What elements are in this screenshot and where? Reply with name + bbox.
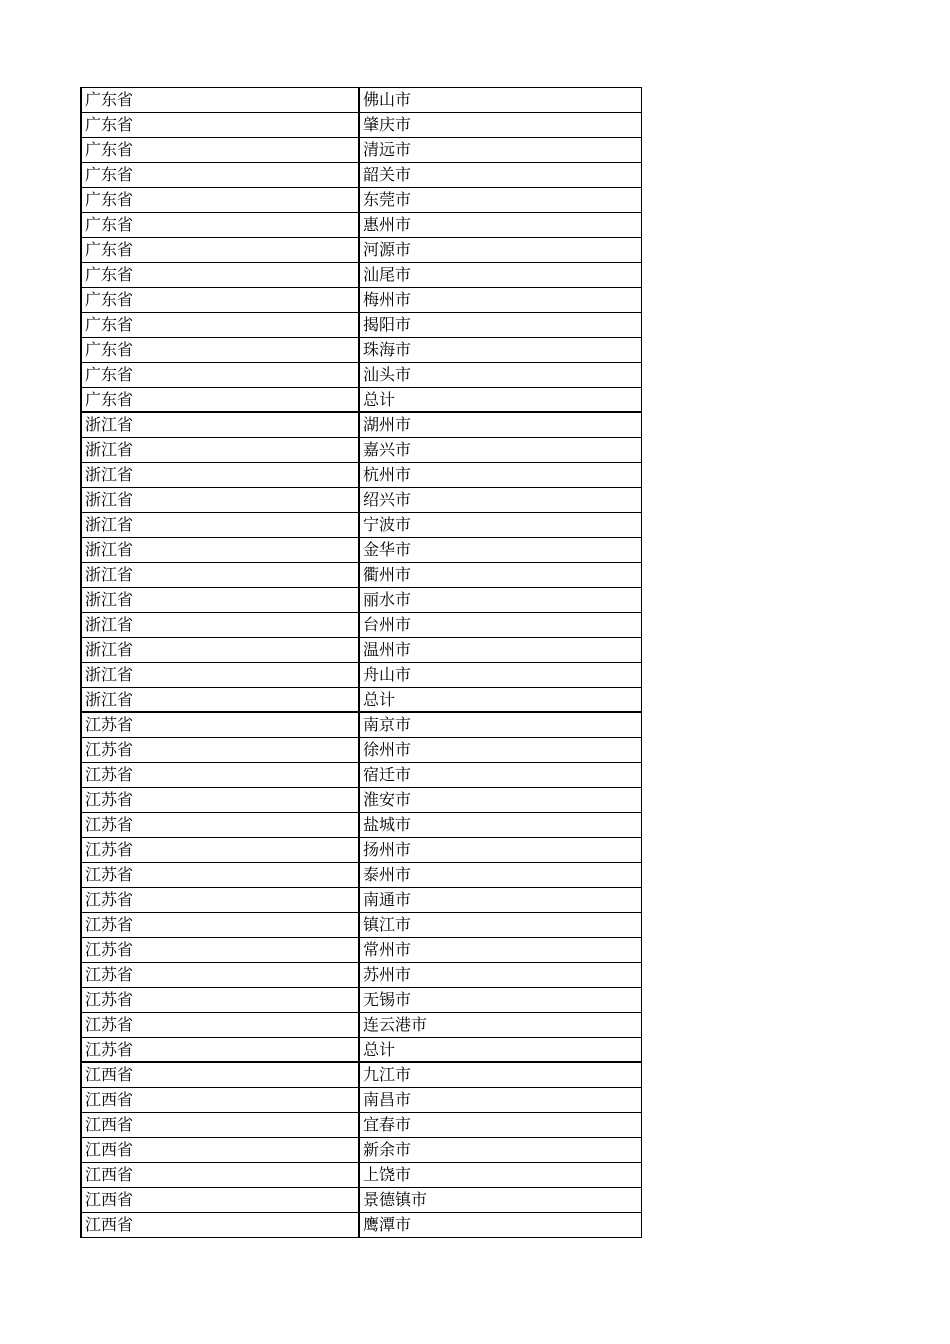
table-row — [82, 463, 641, 488]
province-cell: 广东省 — [82, 163, 359, 187]
city-cell: 新余市 — [359, 1138, 641, 1162]
total-cell: 总计 — [359, 388, 641, 411]
province-cell: 浙江省 — [82, 438, 359, 462]
city-cell: 绍兴市 — [359, 488, 641, 512]
city-cell: 宿迁市 — [359, 763, 641, 787]
province-cell: 江苏省 — [82, 863, 359, 887]
province-cell: 浙江省 — [82, 513, 359, 537]
city-cell: 连云港市 — [359, 1013, 641, 1037]
city-cell: 台州市 — [359, 613, 641, 637]
city-cell: 九江市 — [359, 1063, 641, 1087]
table-row — [82, 488, 641, 513]
table-row — [82, 513, 641, 538]
city-cell: 佛山市 — [359, 88, 641, 112]
province-cell: 江西省 — [82, 1163, 359, 1187]
table-row — [82, 1213, 641, 1238]
table-row — [82, 188, 641, 213]
table-row — [82, 388, 641, 413]
city-cell: 东莞市 — [359, 188, 641, 212]
province-cell: 江西省 — [82, 1188, 359, 1212]
province-cell: 江西省 — [82, 1138, 359, 1162]
province-cell: 广东省 — [82, 238, 359, 262]
province-cell: 浙江省 — [82, 613, 359, 637]
city-cell: 镇江市 — [359, 913, 641, 937]
province-cell: 江西省 — [82, 1113, 359, 1137]
province-cell: 广东省 — [82, 263, 359, 287]
table-row — [82, 963, 641, 988]
table-row — [82, 813, 641, 838]
table-row — [82, 713, 641, 738]
city-cell: 肇庆市 — [359, 113, 641, 137]
table-row — [82, 288, 641, 313]
province-cell: 浙江省 — [82, 538, 359, 562]
table-row — [82, 938, 641, 963]
city-cell: 金华市 — [359, 538, 641, 562]
city-cell: 梅州市 — [359, 288, 641, 312]
table-row — [82, 563, 641, 588]
province-cell: 江苏省 — [82, 1013, 359, 1037]
city-cell: 南昌市 — [359, 1088, 641, 1112]
city-cell: 衢州市 — [359, 563, 641, 587]
city-cell: 揭阳市 — [359, 313, 641, 337]
city-cell: 惠州市 — [359, 213, 641, 237]
table-row — [82, 788, 641, 813]
province-cell: 江苏省 — [82, 763, 359, 787]
province-city-table — [80, 87, 642, 1238]
province-cell: 广东省 — [82, 88, 359, 112]
province-cell: 江苏省 — [82, 963, 359, 987]
table-row — [82, 988, 641, 1013]
city-cell: 湖州市 — [359, 413, 641, 437]
city-cell: 南通市 — [359, 888, 641, 912]
city-cell: 河源市 — [359, 238, 641, 262]
province-cell: 广东省 — [82, 138, 359, 162]
province-cell: 江苏省 — [82, 913, 359, 937]
table-row — [82, 363, 641, 388]
city-cell: 苏州市 — [359, 963, 641, 987]
table-row — [82, 588, 641, 613]
province-cell: 江苏省 — [82, 813, 359, 837]
city-cell: 无锡市 — [359, 988, 641, 1012]
city-cell: 韶关市 — [359, 163, 641, 187]
table-row — [82, 663, 641, 688]
province-cell: 浙江省 — [82, 638, 359, 662]
province-cell: 浙江省 — [82, 563, 359, 587]
table-row — [82, 613, 641, 638]
province-cell: 浙江省 — [82, 688, 359, 711]
table-row — [82, 163, 641, 188]
table-row — [82, 863, 641, 888]
total-cell: 总计 — [359, 688, 641, 711]
province-cell: 江西省 — [82, 1213, 359, 1237]
table-row — [82, 263, 641, 288]
city-cell: 珠海市 — [359, 338, 641, 362]
province-cell: 江西省 — [82, 1063, 359, 1087]
table-row — [82, 1013, 641, 1038]
city-cell: 宜春市 — [359, 1113, 641, 1137]
province-cell: 广东省 — [82, 313, 359, 337]
city-cell: 宁波市 — [359, 513, 641, 537]
table-row — [82, 138, 641, 163]
province-cell: 广东省 — [82, 213, 359, 237]
table-row — [82, 213, 641, 238]
province-cell: 江苏省 — [82, 838, 359, 862]
city-cell: 上饶市 — [359, 1163, 641, 1187]
city-cell: 淮安市 — [359, 788, 641, 812]
province-cell: 广东省 — [82, 388, 359, 411]
table-row — [82, 238, 641, 263]
city-cell: 丽水市 — [359, 588, 641, 612]
province-cell: 广东省 — [82, 363, 359, 387]
table-row — [82, 338, 641, 363]
province-cell: 浙江省 — [82, 488, 359, 512]
table-row — [82, 763, 641, 788]
city-cell: 杭州市 — [359, 463, 641, 487]
table-row — [82, 538, 641, 563]
city-cell: 景德镇市 — [359, 1188, 641, 1212]
table-row — [82, 1188, 641, 1213]
city-cell: 嘉兴市 — [359, 438, 641, 462]
province-cell: 江苏省 — [82, 938, 359, 962]
total-cell: 总计 — [359, 1038, 641, 1061]
table-row — [82, 438, 641, 463]
table-row — [82, 1113, 641, 1138]
table-row — [82, 113, 641, 138]
table-row — [82, 313, 641, 338]
city-cell: 汕头市 — [359, 363, 641, 387]
city-cell: 盐城市 — [359, 813, 641, 837]
city-cell: 扬州市 — [359, 838, 641, 862]
city-cell: 南京市 — [359, 713, 641, 737]
province-cell: 江苏省 — [82, 713, 359, 737]
province-cell: 浙江省 — [82, 663, 359, 687]
city-cell: 鹰潭市 — [359, 1213, 641, 1237]
city-cell: 常州市 — [359, 938, 641, 962]
city-cell: 汕尾市 — [359, 263, 641, 287]
province-cell: 广东省 — [82, 113, 359, 137]
province-cell: 江苏省 — [82, 738, 359, 762]
table-row — [82, 413, 641, 438]
province-cell: 江苏省 — [82, 888, 359, 912]
table-row — [82, 1038, 641, 1063]
province-cell: 江西省 — [82, 1088, 359, 1112]
province-cell: 广东省 — [82, 188, 359, 212]
table-row — [82, 913, 641, 938]
province-cell: 浙江省 — [82, 463, 359, 487]
table-row — [82, 638, 641, 663]
table-row — [82, 1163, 641, 1188]
province-cell: 江苏省 — [82, 988, 359, 1012]
table-row — [82, 738, 641, 763]
province-cell: 江苏省 — [82, 788, 359, 812]
table-row — [82, 1138, 641, 1163]
province-cell: 广东省 — [82, 338, 359, 362]
table-row — [82, 1088, 641, 1113]
province-cell: 浙江省 — [82, 413, 359, 437]
table-row — [82, 88, 641, 113]
city-cell: 泰州市 — [359, 863, 641, 887]
table-row — [82, 688, 641, 713]
province-cell: 浙江省 — [82, 588, 359, 612]
city-cell: 舟山市 — [359, 663, 641, 687]
table-row — [82, 838, 641, 863]
city-cell: 温州市 — [359, 638, 641, 662]
table-row — [82, 1063, 641, 1088]
province-cell: 江苏省 — [82, 1038, 359, 1061]
city-cell: 清远市 — [359, 138, 641, 162]
table-row — [82, 888, 641, 913]
city-cell: 徐州市 — [359, 738, 641, 762]
province-cell: 广东省 — [82, 288, 359, 312]
